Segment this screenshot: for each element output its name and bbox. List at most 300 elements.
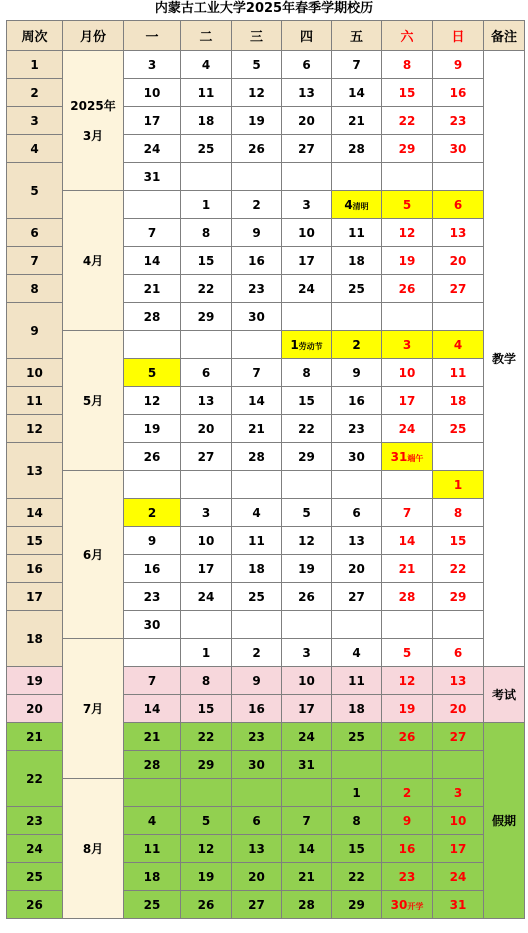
- day-cell: [232, 751, 282, 779]
- day-cell: [181, 51, 232, 79]
- day-number: 19: [298, 561, 315, 576]
- day-number: 20: [449, 253, 467, 268]
- day-cell: [382, 359, 433, 387]
- day-cell: [282, 807, 332, 835]
- day-cell: [332, 723, 382, 751]
- day-number: 7: [147, 225, 157, 240]
- week-number: 9: [7, 303, 63, 359]
- day-cell: [382, 499, 433, 527]
- day-cell: [382, 863, 433, 891]
- day-cell: [232, 583, 282, 611]
- day-cell: [433, 163, 484, 191]
- day-cell: [181, 751, 232, 779]
- day-cell: [282, 499, 332, 527]
- day-number: 29: [197, 757, 215, 772]
- day-cell: [124, 863, 181, 891]
- day-cell: [282, 611, 332, 639]
- day-cell: [332, 331, 382, 359]
- day-number: 26: [143, 449, 161, 464]
- day-number: 14: [298, 841, 315, 856]
- day-number: 29: [398, 141, 416, 156]
- day-cell: [232, 387, 282, 415]
- day-cell: [181, 863, 232, 891]
- day-number: 25: [348, 281, 365, 296]
- day-number: 30: [248, 757, 265, 772]
- day-number: 27: [298, 141, 315, 156]
- day-cell: [332, 611, 382, 639]
- day-cell: [433, 863, 484, 891]
- day-cell: [181, 471, 232, 499]
- holiday-label: 劳动节: [298, 341, 323, 351]
- day-number: 10: [143, 85, 161, 100]
- day-number: 8: [453, 505, 463, 520]
- day-cell: [433, 639, 484, 667]
- day-cell: [282, 471, 332, 499]
- day-number: 2: [352, 337, 361, 352]
- day-cell: [382, 415, 433, 443]
- day-number: 23: [248, 281, 265, 296]
- day-cell: [124, 835, 181, 863]
- day-cell: [124, 219, 181, 247]
- holiday-label: 清明: [352, 201, 369, 211]
- day-cell: [282, 51, 332, 79]
- day-number: 3: [453, 785, 463, 800]
- day-number: 6: [252, 813, 261, 828]
- day-number: 8: [352, 813, 361, 828]
- day-cell: [232, 863, 282, 891]
- day-cell: [282, 667, 332, 695]
- day-cell: [124, 331, 181, 359]
- day-number: 15: [398, 85, 416, 100]
- day-number: 15: [449, 533, 467, 548]
- day-number: 14: [348, 85, 365, 100]
- day-number: 4: [453, 337, 463, 352]
- day-cell: [232, 135, 282, 163]
- day-cell: [433, 527, 484, 555]
- day-cell: [181, 639, 232, 667]
- day-number: 22: [197, 281, 215, 296]
- day-cell: [332, 583, 382, 611]
- day-number: 8: [302, 365, 311, 380]
- day-number: 25: [248, 589, 265, 604]
- day-cell: [332, 191, 382, 219]
- day-cell: [382, 555, 433, 583]
- week-number: 17: [7, 583, 63, 611]
- day-cell: [232, 415, 282, 443]
- day-cell: [433, 835, 484, 863]
- day-cell: [124, 415, 181, 443]
- day-cell: [433, 667, 484, 695]
- day-cell: [332, 863, 382, 891]
- day-number: 10: [197, 533, 215, 548]
- day-cell: [282, 583, 332, 611]
- day-cell: [232, 723, 282, 751]
- day-number: 6: [453, 197, 463, 212]
- day-cell: [332, 443, 382, 471]
- day-number: 1: [201, 645, 211, 660]
- day-number: 29: [449, 589, 467, 604]
- day-number: 8: [201, 225, 211, 240]
- note-teaching: 教学: [484, 51, 525, 667]
- day-number: 31: [298, 757, 315, 772]
- day-cell: [181, 583, 232, 611]
- month-label: 8月: [82, 841, 104, 856]
- day-cell: [382, 723, 433, 751]
- day-cell: [433, 695, 484, 723]
- header-month: 月份: [63, 21, 124, 51]
- week-number: 23: [7, 807, 63, 835]
- day-cell: [382, 275, 433, 303]
- day-cell: [332, 219, 382, 247]
- day-cell: [181, 723, 232, 751]
- day-cell: [124, 667, 181, 695]
- day-number: 19: [248, 113, 265, 128]
- day-number: 4: [252, 505, 261, 520]
- day-cell: [181, 695, 232, 723]
- day-number: 25: [143, 897, 161, 912]
- day-cell: [124, 135, 181, 163]
- day-number: 17: [398, 393, 416, 408]
- day-cell: [382, 471, 433, 499]
- day-number: 30: [143, 617, 161, 632]
- day-cell: [433, 51, 484, 79]
- day-cell: [181, 219, 232, 247]
- day-number: 4: [201, 57, 211, 72]
- day-number: 13: [348, 533, 365, 548]
- day-number: 23: [449, 113, 467, 128]
- day-cell: [124, 247, 181, 275]
- day-cell: [232, 303, 282, 331]
- header-week: 周次: [7, 21, 63, 51]
- header-thu: 四: [282, 21, 332, 51]
- day-number: 28: [348, 141, 365, 156]
- day-number: 2: [252, 197, 261, 212]
- day-cell: [124, 751, 181, 779]
- day-cell: [382, 667, 433, 695]
- day-number: 21: [348, 113, 365, 128]
- day-cell: [332, 779, 382, 807]
- day-number: 13: [449, 673, 467, 688]
- day-number: 7: [302, 813, 311, 828]
- day-cell: [382, 443, 433, 471]
- day-number: 30: [348, 449, 365, 464]
- day-number: 25: [348, 729, 365, 744]
- week-number: 11: [7, 387, 63, 415]
- day-number: 5: [402, 645, 412, 660]
- day-number: 15: [197, 701, 215, 716]
- note-vacation: 假期: [484, 723, 525, 919]
- week-number: 24: [7, 835, 63, 863]
- day-number: 27: [449, 729, 467, 744]
- day-number: 16: [143, 561, 161, 576]
- day-cell: [124, 555, 181, 583]
- day-cell: [332, 499, 382, 527]
- day-cell: [124, 891, 181, 919]
- note-exam: 考试: [484, 667, 525, 723]
- header-tue: 二: [181, 21, 232, 51]
- day-cell: [433, 219, 484, 247]
- day-cell: [332, 163, 382, 191]
- day-cell: [181, 611, 232, 639]
- day-cell: [433, 499, 484, 527]
- day-cell: [181, 107, 232, 135]
- day-cell: [433, 387, 484, 415]
- day-number: 5: [302, 505, 311, 520]
- day-cell: [433, 751, 484, 779]
- day-cell: [382, 163, 433, 191]
- day-cell: [181, 499, 232, 527]
- day-cell: [232, 51, 282, 79]
- day-cell: [282, 527, 332, 555]
- day-cell: [433, 79, 484, 107]
- day-number: 26: [398, 281, 416, 296]
- day-cell: [382, 107, 433, 135]
- day-number: 18: [197, 113, 215, 128]
- day-number: 16: [248, 253, 265, 268]
- day-number: 18: [449, 393, 467, 408]
- day-number: 10: [449, 813, 467, 828]
- day-cell: [124, 275, 181, 303]
- day-number: 17: [143, 113, 161, 128]
- day-cell: [332, 807, 382, 835]
- day-cell: [232, 443, 282, 471]
- day-number: 15: [197, 253, 215, 268]
- day-number: 7: [252, 365, 261, 380]
- day-cell: [181, 303, 232, 331]
- day-cell: [282, 639, 332, 667]
- day-cell: [433, 415, 484, 443]
- day-cell: [433, 443, 484, 471]
- day-cell: [232, 667, 282, 695]
- day-cell: [181, 163, 232, 191]
- week-number: 20: [7, 695, 63, 723]
- day-number: 28: [398, 589, 416, 604]
- day-cell: [124, 583, 181, 611]
- day-cell: [282, 219, 332, 247]
- day-cell: [382, 583, 433, 611]
- day-cell: [382, 51, 433, 79]
- day-number: 22: [197, 729, 215, 744]
- day-cell: [433, 779, 484, 807]
- day-number: 9: [252, 673, 261, 688]
- day-number: 13: [298, 85, 315, 100]
- week-number: 25: [7, 863, 63, 891]
- day-cell: [382, 135, 433, 163]
- day-cell: [124, 723, 181, 751]
- day-cell: [382, 303, 433, 331]
- day-cell: [282, 835, 332, 863]
- day-number: 21: [143, 281, 161, 296]
- day-number: 6: [352, 505, 361, 520]
- day-cell: [382, 527, 433, 555]
- day-number: 25: [197, 141, 215, 156]
- day-number: 18: [348, 253, 365, 268]
- header-row: [7, 21, 525, 51]
- day-cell: [282, 359, 332, 387]
- header-sun: 日: [433, 21, 484, 51]
- day-cell: [382, 751, 433, 779]
- day-number: 19: [197, 869, 215, 884]
- day-cell: [282, 723, 332, 751]
- day-cell: [332, 51, 382, 79]
- day-cell: [232, 219, 282, 247]
- day-cell: [124, 163, 181, 191]
- week-number: 12: [7, 415, 63, 443]
- day-cell: [282, 107, 332, 135]
- day-cell: [332, 751, 382, 779]
- day-number: 11: [248, 533, 265, 548]
- day-number: 20: [298, 113, 315, 128]
- day-cell: [282, 695, 332, 723]
- day-cell: [382, 611, 433, 639]
- day-cell: [232, 835, 282, 863]
- day-cell: [282, 135, 332, 163]
- week-number: 13: [7, 443, 63, 499]
- day-number: 11: [348, 673, 365, 688]
- day-cell: [181, 247, 232, 275]
- week-number: 2: [7, 79, 63, 107]
- week-number: 3: [7, 107, 63, 135]
- day-number: 27: [197, 449, 215, 464]
- day-number: 13: [449, 225, 467, 240]
- header-fri: 五: [332, 21, 382, 51]
- day-cell: [282, 275, 332, 303]
- day-number: 17: [197, 561, 215, 576]
- day-cell: [124, 387, 181, 415]
- week-number: 4: [7, 135, 63, 163]
- day-number: 15: [298, 393, 315, 408]
- day-number: 29: [197, 309, 215, 324]
- day-cell: [382, 247, 433, 275]
- day-number: 3: [201, 505, 211, 520]
- day-number: 4: [344, 197, 353, 212]
- day-number: 28: [143, 309, 161, 324]
- day-number: 26: [197, 897, 215, 912]
- day-cell: [124, 807, 181, 835]
- day-number: 20: [449, 701, 467, 716]
- day-number: 1: [352, 785, 361, 800]
- day-cell: [433, 303, 484, 331]
- day-number: 12: [197, 841, 215, 856]
- day-cell: [433, 471, 484, 499]
- day-cell: [332, 667, 382, 695]
- day-cell: [382, 219, 433, 247]
- day-number: 30: [248, 309, 265, 324]
- day-number: 7: [147, 673, 157, 688]
- week-number: 16: [7, 555, 63, 583]
- day-number: 10: [298, 225, 315, 240]
- day-cell: [282, 751, 332, 779]
- day-number: 21: [143, 729, 161, 744]
- header-mon: 一: [124, 21, 181, 51]
- holiday-label: 开学: [407, 901, 424, 911]
- day-number: 13: [197, 393, 215, 408]
- day-number: 24: [197, 589, 215, 604]
- header-sat: 六: [382, 21, 433, 51]
- day-cell: [124, 303, 181, 331]
- day-cell: [181, 527, 232, 555]
- day-number: 11: [143, 841, 161, 856]
- day-cell: [332, 79, 382, 107]
- day-cell: [124, 79, 181, 107]
- day-number: 4: [352, 645, 361, 660]
- day-number: 27: [449, 281, 467, 296]
- day-cell: [332, 639, 382, 667]
- day-number: 24: [398, 421, 416, 436]
- day-cell: [332, 275, 382, 303]
- day-cell: [181, 191, 232, 219]
- day-cell: [181, 555, 232, 583]
- month-march: [63, 51, 124, 191]
- header-wed: 三: [232, 21, 282, 51]
- day-cell: [282, 779, 332, 807]
- day-number: 3: [402, 337, 412, 352]
- day-cell: [124, 51, 181, 79]
- day-cell: [232, 611, 282, 639]
- month-label: 6月: [82, 547, 104, 562]
- day-number: 8: [201, 673, 211, 688]
- day-number: 15: [348, 841, 365, 856]
- week-number: 22: [7, 751, 63, 807]
- week-number: 18: [7, 611, 63, 667]
- day-number: 18: [248, 561, 265, 576]
- day-cell: [232, 471, 282, 499]
- calendar-body: [7, 51, 525, 919]
- day-cell: [332, 471, 382, 499]
- day-number: 9: [402, 813, 412, 828]
- day-cell: [382, 79, 433, 107]
- day-cell: [232, 807, 282, 835]
- day-cell: [433, 611, 484, 639]
- day-cell: [232, 527, 282, 555]
- day-number: 18: [143, 869, 161, 884]
- day-cell: [382, 387, 433, 415]
- day-number: 21: [398, 561, 416, 576]
- day-cell: [282, 891, 332, 919]
- day-number: 11: [348, 225, 365, 240]
- day-number: 14: [248, 393, 265, 408]
- day-cell: [382, 891, 433, 919]
- day-cell: [433, 107, 484, 135]
- day-number: 7: [352, 57, 361, 72]
- week-number: 7: [7, 247, 63, 275]
- day-number: 19: [398, 253, 416, 268]
- day-number: 19: [398, 701, 416, 716]
- day-cell: [124, 471, 181, 499]
- day-cell: [232, 191, 282, 219]
- week-number: 1: [7, 51, 63, 79]
- day-number: 21: [298, 869, 315, 884]
- day-cell: [181, 415, 232, 443]
- day-cell: [181, 891, 232, 919]
- day-number: 30: [390, 897, 408, 912]
- day-number: 12: [398, 673, 416, 688]
- day-cell: [382, 191, 433, 219]
- day-number: 9: [352, 365, 361, 380]
- week-number: 21: [7, 723, 63, 751]
- day-number: 14: [398, 533, 416, 548]
- day-cell: [433, 191, 484, 219]
- month-label: 4月: [82, 253, 104, 268]
- day-number: 23: [248, 729, 265, 744]
- day-cell: [332, 835, 382, 863]
- day-number: 24: [449, 869, 467, 884]
- day-number: 27: [348, 589, 365, 604]
- day-cell: [232, 499, 282, 527]
- day-number: 29: [298, 449, 315, 464]
- week-number: 26: [7, 891, 63, 919]
- day-number: 16: [398, 841, 416, 856]
